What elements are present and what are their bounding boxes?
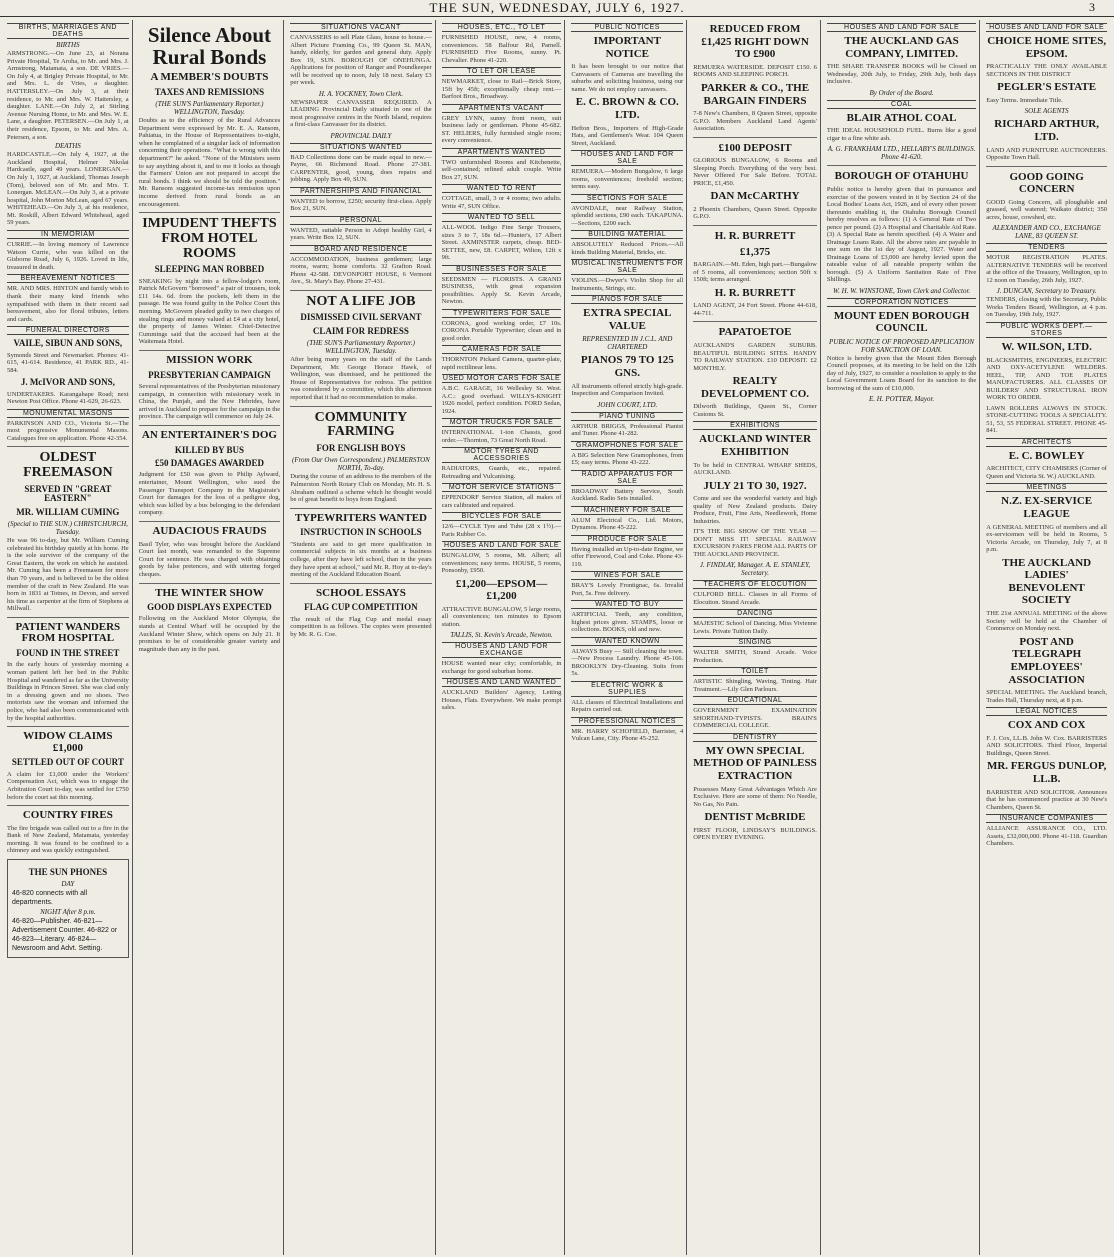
ad-text: BUNGALOW, 5 rooms, Mt. Albert; all conveniences; easy terms. HOUSE, 5 rooms, Ponsonby, £950. [441,552,562,574]
ad-text: THE SHARE TRANSFER BOOKS will be Closed on Wednesday, 20th July, to Friday, 29th July, both days inclusive. [826,63,977,86]
section-header: COAL [827,100,976,109]
divider [693,225,817,226]
section-header: FUNERAL DIRECTORS [7,326,129,335]
article-subhead: FOR ENGLISH BOYS [316,443,406,453]
column-2 [136,20,284,1255]
ad-text: WANTED to borrow, £250; security first-class. Apply Box 21, SUN. [290,197,432,212]
ad-headline: POST AND TELEGRAPH EMPLOYEES' ASSOCIATION [1008,635,1085,686]
ad-headline: AUCKLAND WINTER EXHIBITION [699,433,812,458]
bereavement-text: MR. AND MRS. HINTON and family wish to thank their many kind friends who sympathised with them in their recent sad bereavement, also for floral tributes, letters and cards. [7,285,129,323]
ad-text: GREY LYNN, sunny front room, suit business lady or gentleman. Phone 45-682. ST. HELIERS, fully furnished single room; every convenience. [441,114,562,144]
ad-headline: £100 DEPOSIT [718,141,792,154]
ad-text: FURNISHED HOUSE, new, 4 rooms, conveniences. 58 Balfour Rd, Parnell. FURNISHED Five Rooms, sunny. Pt. Chevalier. Phone 41-220. [441,34,562,64]
article-subhead: PRESBYTERIAN CAMPAIGN [148,369,271,380]
ad-text: THE 21st ANNUAL MEETING of the above Society will be held at the Chamber of Commerce on Monday next. [986,610,1107,633]
ad-signature: A. G. FRANKHAM LTD., HELLABY'S BUILDINGS. Phone 41-620. [827,145,976,162]
article-byline: (From Our Own Correspondent.) PALMERSTON NORTH, To-day. [291,456,430,473]
article-byline: (Special to THE SUN.) CHRISTCHURCH, Tuesday. [7,519,128,536]
ad-headline: CHOICE HOME SITES, EPSOM. [987,35,1107,60]
section-header: CORPORATION NOTICES [827,298,976,307]
section-header: USED MOTOR CARS FOR SALE [442,375,561,382]
ad-signature: E. H. POTTER, Mayor. [869,395,935,404]
ad-text: CORONA, good working order, £7 10s. CORONA Portable Typewriter; clean and in good order. [441,319,562,342]
section-header: BICYCLES FOR SALE [442,512,562,521]
ad-headline: GOOD GOING CONCERN [1009,170,1084,196]
ad-text: TENDERS, closing with the Secretary, Public Works Tenders Board, Wellington, at 4 p.m. on Tuesday, 19th July, 1927. [986,296,1107,319]
article-text: The fire brigade was called out to a fire in the Bank of New Zealand, Matamata, yesterday morning. It was found to be confined to a chimney and was quickly extinguished. [7,824,129,855]
sub-header: DEATHS [54,142,81,151]
ad-subhead: PUBLIC NOTICE OF PROPOSED APPLICATION FOR SANCTION OF LOAN. [829,337,975,354]
article-headline: SCHOOL ESSAYS [316,586,406,599]
column-6 [690,20,821,1255]
ad-headline: IMPORTANT NOTICE [593,35,661,60]
divider [139,521,280,522]
ad-text: ALLIANCE ASSURANCE CO., LTD. Assets, £32,000,000. Phone 41-118. Guardian Chambers. [986,825,1107,848]
sub-header: BIRTHS [56,41,80,49]
ad-signature: PROVINCIAL DAILY [330,131,392,140]
ad-subhead: SOLE AGENTS [1024,107,1069,116]
ad-headline: MR. FERGUS DUNLOP, LL.B. [986,760,1107,785]
section-header: TENDERS [986,243,1107,252]
columns [4,20,1110,1255]
deaths-text: HARDCASTLE.—On July 4, 1927, at the Auckland Hospital, Helmer Nikolai Hardcastle, aged 49 years. LONERGAN.—On July 1, 1927, at Auckland, Thomas Joseph (Tom), beloved son of Mr. and Mrs. T. Lonergan. McLEAN.—On July 3, at a private hospital, John Morton McLean, aged 67 years. WHITEHEAD.—On July 3, at his residence, Mt. Roskill, Albert Edward Whitehead, aged 59 years. [7,151,129,227]
ad-text: COTTAGE, small, 3 or 4 rooms; two adults. Write 47, SUN Office. [441,195,562,210]
section-header: MUSICAL INSTRUMENTS FOR SALE [571,260,684,275]
ad-text: A.B.C. GARAGE, 16 Wellesley St. West. A.C.: good overhaul. WILLYS-KNIGHT 1926 model, perfect condition. FORD Sedan, 1924. [441,385,562,415]
ad-text: Come and see the wonderful variety and high quality of New Zealand products. Dairy Produce, Fruit, Fine Arts, Needlework, Home Industries. [693,495,817,525]
ad-signature: J. DUNCAN, Secretary to Treasury. [996,287,1097,296]
article-headline: NOT A LIFE JOB [306,293,416,309]
article-subhead: FOUND IN THE STREET [16,648,120,658]
section-header: HOUSES AND LAND FOR SALE [442,541,562,550]
column-7 [824,20,980,1255]
section-header: MEETINGS [986,483,1107,492]
ad-text: THORNTON Pickard Camera, quarter-plate, rapid rectilinear lens. [441,356,562,371]
section-header: SITUATIONS VACANT [290,23,431,32]
divider [7,617,129,618]
section-header: DENTISTRY [693,733,817,742]
article-headline: COMMUNITY FARMING [314,409,408,440]
ad-text: SEEDSMEN — FLORISTS. A GRAND BUSINESS, with great expansion possibilities. Apply St. Kevin Arcade, Newton. [441,275,562,305]
section-header: BUILDING MATERIAL [571,230,683,239]
divider [139,350,280,351]
section-header: ELECTRIC WORK & SUPPLIES [571,681,683,697]
ad-headline: E. C. BOWLEY [1008,449,1085,462]
section-header: MONUMENTAL MASONS [7,409,129,418]
section-header: WINES FOR SALE [571,571,683,580]
section-header: HOUSES AND LAND FOR SALE [986,23,1107,32]
column-1 [4,20,133,1255]
section-header: WANTED TO SELL [442,213,562,222]
ad-headline: £1,375 [739,245,771,258]
article-subhead: TAXES AND REMISSIONS [154,86,265,97]
ad-text: GLORIOUS BUNGALOW, 6 Rooms and Sleeping Porch. Everything of the very best. Never Offered For Sale Before. TOTAL PRICE, £1,450. [693,157,817,187]
ad-text: ALWAYS Busy — Still cleaning the town.—New Process Laundry. Phone 45-166. BROOKLYN Dry-Cleaning. Suits from 5s. [571,647,684,678]
column-3 [287,20,435,1255]
article-text: In the early hours of yesterday morning a woman patient left her bed in the Public Hospital and wandered as far as the University Buildings in Princes Street. She was clad only in a dressing gown and no shoes. Two motorists saw the woman and informed the police, who had also been communicated with by the hospital authorities. [7,661,129,722]
section-header: PIANOS FOR SALE [571,295,683,304]
ad-text: ACCOMMODATION, business gentlemen; large rooms, warm; home comforts. 32 Grafton Road. Phone 42-588. DEVONPORT HOUSE, 6 Vermont Ave., St. Mary's Bay. Phone 27-431. [290,255,432,285]
memoriam-text: CURRIE.—In loving memory of Lawrence Watson Currie, who was killed on the Gisborne Road, July 6, 1926. Loved in life, treasured in death. [7,241,129,271]
ad-text: Having installed an Up-to-date Engine, we offer Firewood, Coal and Coke. Phone 43-119. [571,545,684,568]
ad-text: THE IDEAL HOUSEHOLD FUEL. Burns like a good cigar to a fine white ash. [826,127,977,142]
article-headline: COUNTRY FIRES [22,809,113,822]
ad-headline: PIANOS 79 TO 125 GNS. [580,354,674,379]
ad-text: ARTIFICIAL Teeth, any condition, highest prices given. STAMPS, loose or collections. BOOKS, old and new. [571,611,684,634]
ad-text: BLACKSMITHS, ENGINEERS, ELECTRIC AND OXY-ACETYLENE WELDERS. HEEL, TIP, AND TOE PLATES MANUFACTURERS. ALL CLASSES OF BUILDERS' AND STRUCTURAL IRON WORK TO ORDER. [986,356,1107,402]
section-header: PERSONAL [290,216,431,225]
article-headline: AUDACIOUS FRAUDS [152,524,267,537]
divider [139,212,280,213]
ad-text: ARTISTIC Shingling, Waving, Tinting. Hair Treatment.—Lily Glen Parlours. [693,678,817,693]
article-subhead: A MEMBER'S DOUBTS [150,71,269,84]
ad-text: AUCKLAND Builders' Agency, Letting Houses, Flats. Everywhere. We make prompt sales. [441,689,562,712]
ad-signature: TALLIS, St. Kevin's Arcade, Newton. [450,631,553,640]
ad-text: Dilworth Buildings, Queen St., Corner Customs St. [693,403,817,418]
section-header: HOUSES AND LAND FOR SALE [827,23,976,32]
section-header: SECTIONS FOR SALE [571,194,683,203]
section-header: SITUATIONS WANTED [290,143,431,152]
ad-headline: REALTY DEVELOPMENT CO. [701,375,810,400]
ad-headline: EXTRA SPECIAL VALUE [583,307,672,332]
ad-text: LAND AGENT, 24 Fort Street. Phone 44-618, 44-711. [693,302,817,317]
ad-text: AUCKLAND'S GARDEN SUBURB. BEAUTIFUL BUILDING SITES. HANDY TO RAILWAY STATION. £10 DEPOSIT. £2 MONTHLY. [693,342,817,372]
divider [290,290,431,291]
births-text: ARMSTRONG.—On June 23, at Norana Private Hospital, Te Aroha, to Mr. and Mrs. J. Armstrong, Matamata, a son. DE VRIES.—On July 4, at Brigley Private Hospital, to Mr. and Mrs. L. de Vries, a daughter. HATTERSLEY.—On July 3, at their residence, to Mr. and Mrs. W. Hattersley, a daughter. LANE.—On July 2, at Stirling Avenue Nursing Home, to Mr. and Mrs. W. E. Lane, a daughter. PETERSEN.—On July 1, at their residence, Epsom, to Mr. and Mrs. A. Petersen, a son. [7,50,129,141]
divider [290,583,431,584]
section-header: GRAMOPHONES FOR SALE [571,441,683,450]
ad-text: Possesses Many Great Advantages Which Are Exclusive. Here are some of them: No Needle, No Gas, No Pain. [693,785,817,808]
article-byline: (THE SUN'S Parliamentary Reporter.) WELLINGTON, Tuesday. [306,339,415,356]
article-subhead: SERVED IN "GREAT EASTERN" [24,483,112,504]
ad-text: ARTHUR BRIGGS, Professional Pianist and Tuner. Phone 41-282. [571,422,684,438]
ad-headline: REDUCED FROM £1,425 RIGHT DOWN TO £900 [701,23,809,61]
ad-text: PARKINSON AND CO., Victoria St.—The most progressive Monumental Masons. Catalogues free on application. Phone 42-354. [7,419,129,442]
article-subhead: £50 DAMAGES AWARDED [154,457,264,468]
article-subhead: DISMISSED CIVIL SERVANT [300,312,422,323]
ad-headline: W. WILSON, LTD. [1001,340,1092,353]
article-text: Doubts as to the efficiency of the Rural Advances Department were expressed by Mr. E. A. Ransom, Pahiatua, in the House of Representatives to-night, when he complained of a singular lack of information concerning their operations. "What is wrong with this department?" he asked. "None of the Ministers seem to say anything about it, and to me it looks as though the Farmers' Union are not prepared to accept the rural bonds. I think we should be told the position." Mr. Ransom suggested income-tax remission upon income derived from rural bonds as an encouragement. [138,117,281,208]
article-headline: OLDEST FREEMASON [23,450,113,480]
article-subhead: INSTRUCTION IN SCHOOLS [300,527,422,538]
divider [7,446,129,447]
ad-text: ALUM Electrical Co., Ltd. Motors, Dynamos. Phone 45-222. [571,516,684,532]
section-header: MOTOR TRUCKS FOR SALE [442,418,562,427]
ad-headline: RICHARD ARTHUR, LTD. [994,118,1099,144]
ad-text: ATTRACTIVE BUNGALOW, 5 large rooms, all conveniences; ten minutes to Epsom station. [441,605,562,628]
section-header: HOUSES AND LAND FOR SALE [571,150,683,166]
section-header: INSURANCE COMPANIES [986,814,1107,823]
ad-text: MOTOR REGISTRATION PLATES. ALTERNATIVE TENDERS will be received at the office of the Treasury, Wellington, up to 12 noon on Tuesday, 26th July, 1927. [986,254,1107,284]
ad-text: BRAY'S Lovely Frontignac, 6s. Invalid Port, 5s. Free delivery. [571,582,684,597]
divider [7,805,129,806]
column-8 [983,20,1110,1255]
ad-headline: THE AUCKLAND LADIES' BENEVOLENT SOCIETY [1002,556,1092,607]
ad-headline: MY OWN SPECIAL METHOD OF PAINLESS EXTRACTION [693,744,817,783]
ad-headline: N.Z. EX-SERVICE LEAGUE [1001,495,1093,520]
masthead [0,0,1114,17]
ad-headline: DAN McCARTHY [710,190,800,203]
ad-headline: PAPATOETOE [718,326,792,339]
article-headline: TYPEWRITERS WANTED [294,511,427,524]
section-header: WANTED TO BUY [571,600,683,609]
ad-headline: COX AND COX [1007,719,1086,732]
article-text: After being many years on the staff of the Lands Department, Mr. George Horace Hawk, of Wellington, was dismissed, and he petitioned the House of Representatives for redress. The petition was considered by a committee, which this afternoon reported that it had no recommendation to make. [290,356,432,402]
ad-text: CANVASSERS to sell Plate Glass, house to house.—Albert Picture Framing Co., 99 Queen St. MAN, handy, elderly, for garden and general duty. Apply Box 19, SUN. BOROUGH OF ONEHUNGA. Applications for position of Ranger and Poundkeeper will be received up to noon, July 18 next. Salary £3 per week. [290,34,432,86]
ad-headline: PARKER & CO., THE BARGAIN FINDERS [701,81,810,107]
section-header: BOARD AND RESIDENCE [290,245,431,254]
divider [139,583,280,584]
section-header: WANTED KNOWN [571,637,683,646]
article-headline: WIDOW CLAIMS £1,000 [23,730,113,754]
ad-headline: E. C. BROWN & CO. LTD. [575,96,679,121]
ad-text: Notice is hereby given that the Mount Eden Borough Council proposes, at its meeting to be held on the 12th day of July, 1927, to consider a resolution to apply to the Local Government Loans Board for its sanction to the borrowing of the sum of £10,000. [826,354,977,392]
section-header: HOUSES, ETC., TO LET [442,23,562,32]
page-number: 3 [1089,0,1096,14]
article-text: During the course of an address to the members of the Palmerston North Rotary Club on Monday, Mr. H. S. Abraham outlined a scheme which he thought would be of great benefit to boys from England. [290,473,432,504]
ad-headline: H. R. BURRETT [714,229,796,242]
ad-text: RADIATORS, Guards, etc., repaired. Retreading and Vulcanising. [441,465,562,480]
article-text: SNEAKING by night into a fellow-lodger's room, Patrick McGovern "borrowed" a pair of trousers, took £11 14s. 6d. from the pockets, left them in the passage. He was found guilty in the Police Court this morning. McGovern pleaded guilty to two charges of stealing rings and money valued at £4 at a city hotel, the property of James Winter. Chief-Detective Cummings said that the accused had been at the Waitemata Hotel. [138,277,281,346]
ad-text: EPPENDORF Service Station, all makes of cars calibrated and repaired. [441,494,562,509]
ad-text: Public notice is hereby given that in pursuance and exercise of the powers vested in it by Section 24 of the Local Bodies' Loans Act, 1926, and of every other power thereunto enabling it, the Otahuhu Borough Council hereby resolves as follows: (1) A General Rate of Two pence per pound. (2) A Hospital and Charitable Aid Rate. (3) A Special Rate as herein specified. (4) A Water and Drainage Loans Rate. All the above rates are payable in one sum on the 1st day of August, 1927. Water and Drainage Loans of £3,000 are hereby levied upon the rateable value of all rateable property within the borough. (5) A Uniform Sanitation Rate of Five Shillings. [826,186,977,284]
ad-text: LAWN ROLLERS ALWAYS IN STOCK. STONE-CUTTING TOOLS A SPECIALITY. 51, 53, 55 FEDERAL STREET. PHONE 45-841. [986,404,1107,435]
article-headline: THE WINTER SHOW [155,586,264,599]
ad-text: Easy Terms. Immediate Title. [986,96,1063,104]
ad-text: CULFORD BELL. Classes in all Forms of Elocution. Strand Arcade. [693,591,817,606]
section-header: BEREAVEMENT NOTICES [7,274,129,283]
ad-text: AVONDALE, near Railway Station, splendid sections, £90 each. TAKAPUNA.—Sections, £200 each. [571,204,684,227]
section-header: PARTNERSHIPS AND FINANCIAL [290,187,431,196]
ad-title: VAILE, SIBUN AND SONS, [13,338,123,349]
ad-text: BROADWAY Battery Service, South Auckland. Radio Sets installed. [571,487,684,503]
ad-text: VIOLINS.—Dwyer's Violin Shop for all Instruments, Strings, etc. [571,277,684,292]
masthead-title: THE SUN, WEDNESDAY, JULY 6, 1927. [429,0,685,15]
section-header: PIANO TUNING [571,412,683,421]
ad-text: PRACTICALLY THE ONLY AVAILABLE SECTIONS IN THE DISTRICT [986,63,1107,78]
ad-text: GOOD Going Concern, all ploughable and grassed, well watered; Waikato district; 350 acres, house, cowshed, etc. [986,198,1107,221]
section-header: PUBLIC WORKS DEPT.—STORES [986,322,1107,338]
article-subhead: FLAG CUP COMPETITION [304,602,418,613]
ad-text: 12/6—CYCLE Tyre and Tube (28 x 1½).—Paris Rubber Co. [441,523,562,538]
ad-text: UNDERTAKERS. Karangahape Road; next Newton Post Office. Phone 41-629, 26-623. [7,390,129,406]
ad-text: BAD Collections done can be made equal to new.—Payne, 66 Richmond Road. Phone 27-381. CARPENTER, good, young, does repairs and jobbing. Apply Box 49, SUN. [290,153,432,183]
section-header: HOUSES AND LAND WANTED [442,678,562,687]
section-header: TYPEWRITERS FOR SALE [442,309,562,318]
section-header: APARTMENTS VACANT [442,104,562,113]
section-header: TEACHERS OF ELOCUTION [693,580,817,589]
article-text: The result of the Flag Cup and medal essay competition is as follows. The copies were presented by Mr. R. G. Coe. [290,615,432,638]
section-header: WANTED TO RENT [442,184,562,193]
section-header: HOUSES AND LAND FOR EXCHANGE [442,642,562,658]
section-header: PUBLIC NOTICES [571,23,683,32]
article-headline: Silence About Rural Bonds [147,23,271,70]
ad-text: To be held in CENTRAL WHARF SHEDS, AUCKLAND. [693,461,817,477]
section-header: BUSINESSES FOR SALE [442,265,562,274]
article-headline: IMPUDENT THEFTS FROM HOTEL ROOMS [142,216,277,261]
ad-text: REMUERA.—Modern Bungalow, 6 large rooms, conveniences; freehold section; terms easy. [571,168,684,191]
article-subhead: SLEEPING MAN ROBBED [154,264,265,275]
ad-text: FIRST FLOOR, LINDSAY'S BUILDINGS. OPEN EVERY EVENING. [693,826,817,842]
ad-text: HOUSE wanted near city; comfortable, in exchange for good suburban home. [441,660,562,675]
ad-text: A BIG Selection New Gramophones, from £5; easy terms. Phone 43-222. [571,451,684,467]
ad-text: 2 Phoenix Chambers, Queen Street. Opposite G.P.O. [693,205,817,221]
section-header: BIRTHS, MARRIAGES AND DEATHS [7,23,129,39]
divider [986,166,1107,167]
section-header: LEGAL NOTICES [986,707,1107,716]
ad-headline: THE AUCKLAND GAS COMPANY, LIMITED. [844,35,959,60]
ad-text: NEWSPAPER CANVASSER REQUIRED. A LEADING Provincial Daily situated in one of the most progressive centres in the North Island, requires a first-class Canvasser for its district. [290,98,432,128]
ad-headline: H. R. BURRETT [714,286,796,299]
ad-text: TWO unfurnished Rooms and Kitchenette, self-contained; refined adult couple. Write Box 27, SUN. [441,158,562,181]
article-headline: PATIENT WANDERS FROM HOSPITAL [15,620,121,645]
ad-text: ALL classes of Electrical Installations and Repairs carried out. [571,698,684,714]
divider [290,508,431,509]
section-header: IN MEMORIAM [7,230,129,239]
ad-text: Symonds Street and Newmarket. Phones: 41-615, 41-614. Residence, 41 PARK RD., 41-584. [7,351,129,374]
phones-day: DAY [61,880,75,889]
phones-title: THE SUN PHONES [28,867,108,878]
article-subhead: GOOD DISPLAYS EXPECTED [147,602,272,613]
ad-signature: JOHN COURT, LTD. [597,400,658,409]
ad-text: GOVERNMENT EXAMINATION SHORTHAND-TYPISTS. BRAIN'S COMMERCIAL COLLEGE. [693,707,817,730]
phones-day-text: 46-820 connects with all departments. [12,890,88,907]
article-byline: (THE SUN'S Parliamentary Reporter.) WELLINGTON, Tuesday. [155,100,264,117]
ad-headline: £1,200—EPSOM—£1,200 [455,577,548,603]
ad-signature: H. A. YOCKNEY, Town Clerk. [318,89,404,98]
ad-text: LAND AND FURNITURE AUCTIONEERS. Opposite Town Hall. [986,146,1107,162]
section-header: APARTMENTS WANTED [442,148,562,157]
ad-text: ALL-WOOL Indigo Fine Serge Trousers, sizes 3 to 7, 18s 6d.—Hunter's, 17 Albert Street. AXMINSTER carpets, cheap. BED-SETTEE, new, £8. CARPET, Wilton, 12ft x 9ft. [441,224,562,261]
ad-text: 7-8 New's Chambers, 8 Queen Street, opposite G.P.O. Members Auckland Land Agents' Association. [693,110,817,133]
article-text: Basil Tyler, who was brought before the Auckland Court last month, was remanded to the Supreme Court for sentence. He was charged with obtaining goods by false pretences, and with uttering forged cheques. [138,540,281,578]
ad-text: F. J. Cox, LL.B. John W. Cox. BARRISTERS AND SOLICITORS. Third Floor, Imperial Buildings, Queen Street. [986,734,1107,757]
section-header: EXHIBITIONS [693,421,817,430]
section-header: CAMERAS FOR SALE [442,345,562,354]
ad-text: WALTER SMITH, Strand Arcade. Voice Production. [693,649,817,664]
section-header: ARCHITECTS [986,438,1107,447]
section-header: MOTOR TYRES AND ACCESSORIES [442,447,562,463]
article-text: Judgment for £50 was given to Philip Aylward, entertainer, Mount Wellington, who sued the Passenger Transport Company in the Magistrate's Court for damages for the loss of a pedigree dog, which was killed by a bus belonging to the defendant company. [138,471,281,517]
divider [693,321,817,322]
section-header: PROFESSIONAL NOTICES [571,717,683,726]
article-headline: MISSION WORK [166,354,253,367]
ad-text: Hefton Bros., Importers of High-Grade Hats, and Gentlemen's Wear. 104 Queen Street, Auckland. [571,124,684,147]
section-header: TO LET OR LEASE [442,67,562,76]
section-header: DANCING [693,609,817,618]
ad-text: It has been brought to our notice that Canvassers of Cameras are travelling the suburbs and soliciting business, using our name. We do not employ canvassers. [571,63,684,93]
ad-text: A GENERAL MEETING of members and all ex-servicemen will be held in Rooms, 5 Victoria Arcade, on Thursday, July 7, at 8 p.m. [986,523,1107,554]
ad-text: BARGAIN.—Mt. Eden, high part.—Bungalow of 5 rooms, all conveniences; section 50ft x 150ft; terms arranged. [693,261,817,284]
ad-headline: PEGLER'S ESTATE [997,81,1097,94]
ad-headline: DENTIST McBRIDE [704,811,806,824]
section-header: SINGING [693,638,817,647]
divider [290,406,431,407]
ad-headline: JULY 21 TO 30, 1927. [703,479,807,492]
ad-text: BARRISTER AND SOLICITOR. Announces that he has commenced practice at 30 New's Chambers, Queen St. [986,788,1107,811]
ad-headline: BOROUGH OF OTAHUHU [834,170,969,183]
divider [139,425,280,426]
ad-text: INTERNATIONAL 1-ton Chassis, good order.—Thornton, 73 Great North Road. [441,429,562,444]
article-text: Several representatives of the Presbyterian missionary campaign, in connection with missionary work in China, the Punjab, and the New Hebrides, have arrived in Auckland to prepare for the campaign in the province. The campaign will commence on July 24. [138,383,281,421]
ad-text: ABSOLUTELY Reduced Prices.—All kinds Building Material, Bricks, etc. [571,241,684,256]
article-text: Following on the Auckland Motor Olympia, the stands at Central Wharf will be occupied by the Auckland Winter Show, which opens on July 21. It promises to be of considerable greater variety and magnitude than any in the past. [138,615,281,653]
ad-text: WANTED, suitable Person to Adopt healthy Girl, 4 years. Write Box 12, SUN. [290,226,432,241]
ad-text: MAJESTIC School of Dancing. Miss Vivienne Lewis. Private Tuition Daily. [693,620,817,635]
ad-text: NEWMARKET, close to Rail—Brick Store, 15ft by 45ft; exceptionally cheap rent.—Barfoot Bros., Broadway. [441,78,562,100]
section-header: PRODUCE FOR SALE [571,535,683,544]
section-header: RADIO APPARATUS FOR SALE [571,470,683,486]
ad-subhead: REPRESENTED IN J.C.L. AND CHARTERED [582,335,673,352]
section-header: MACHINERY FOR SALE [571,506,683,515]
article-subhead: MR. WILLIAM CUMING [16,506,120,517]
column-5 [568,20,687,1255]
ad-signature: W. H. W. WINSTONE, Town Clerk and Collector. [832,286,971,295]
article-headline: AN ENTERTAINER'S DOG [141,429,277,441]
ad-signature: J. FINDLAY, Manager. A. E. STANLEY, Secretary. [699,561,811,578]
article-text: He was 96 to-day, but Mr. William Cuming celebrated his birthday quietly at his home. He is the sole survivor of the company of the Great Eastern, the work on which he assisted. Mr. Cuming has been a Freemason for more than 70 years, and is believed to be the oldest member of the craft in New Zealand. He was born in 1831 at Totnes, in Devon, and served his time as carpenter at the firm of Stephens at Millwall. [7,536,129,613]
ad-headline: BLAIR ATHOL COAL [846,111,957,124]
ad-title: J. McIVOR AND SONS, [20,377,115,388]
ad-signature: ALEXANDER AND CO., EXCHANGE LANE, 83 QUEEN ST. [992,224,1101,241]
phones-night: NIGHT After 8 p.m. [40,908,96,917]
sun-phones-box [7,859,129,958]
ad-text: All instruments offered strictly high-grade. Inspection and Comparison Invited. [571,382,684,398]
article-subhead: SETTLED OUT OF COURT [11,757,124,768]
ad-text: MR. HARRY SCHOFIELD, Barrister, 4 Vulcan Lane, City. Phone 45-252. [571,727,684,743]
ad-text: SPECIAL MEETING. The Auckland branch, Trades Hall, Thursday next, at 8 p.m. [986,689,1107,704]
article-text: "Students are said to get more qualification in commercial subjects in six months at a business college, after they have left school, than in the years they have spent at school," said Mr. R. Hoy at to-day's meeting of the Auckland Education Board. [290,540,432,579]
ad-text: ARCHITECT, CITY CHAMBERS (Corner of Queen and Victoria St. W.) AUCKLAND. [986,465,1107,480]
section-header: MOTOR SERVICE STATIONS [442,483,562,492]
article-subhead: CLAIM FOR REDRESS [312,325,409,336]
divider [7,726,129,727]
ad-signature: By Order of the Board. [869,88,934,97]
column-4 [439,20,566,1255]
section-header: TOILET [693,667,817,676]
ad-text: IT'S THE BIG SHOW OF THE YEAR — DON'T MISS IT! SPECIAL RAILWAY EXCURSION FARES FROM ALL PARTS OF THE AUCKLAND PROVINCE. [693,528,817,558]
section-header: EDUCATIONAL [693,696,817,705]
phones-night-text: 46-820—Publisher. 46-821—Advertisement Counter. 46-822 or 46-823—Literary. 46-824—Newsroom and Advt. Setting. [12,918,118,953]
divider [827,165,976,166]
divider [693,137,817,138]
ad-headline: MOUNT EDEN BOROUGH COUNCIL [833,309,970,335]
ad-text: REMUERA WATERSIDE. DEPOSIT £150. 6 ROOMS AND SLEEPING PORCH. [693,63,817,79]
article-text: A claim for £1,000 under the Workers' Compensation Act, which was to engage the Arbitration Court to-day, was settled for £750 before the court sat this morning. [7,770,129,801]
article-subhead: KILLED BY BUS [174,444,245,455]
